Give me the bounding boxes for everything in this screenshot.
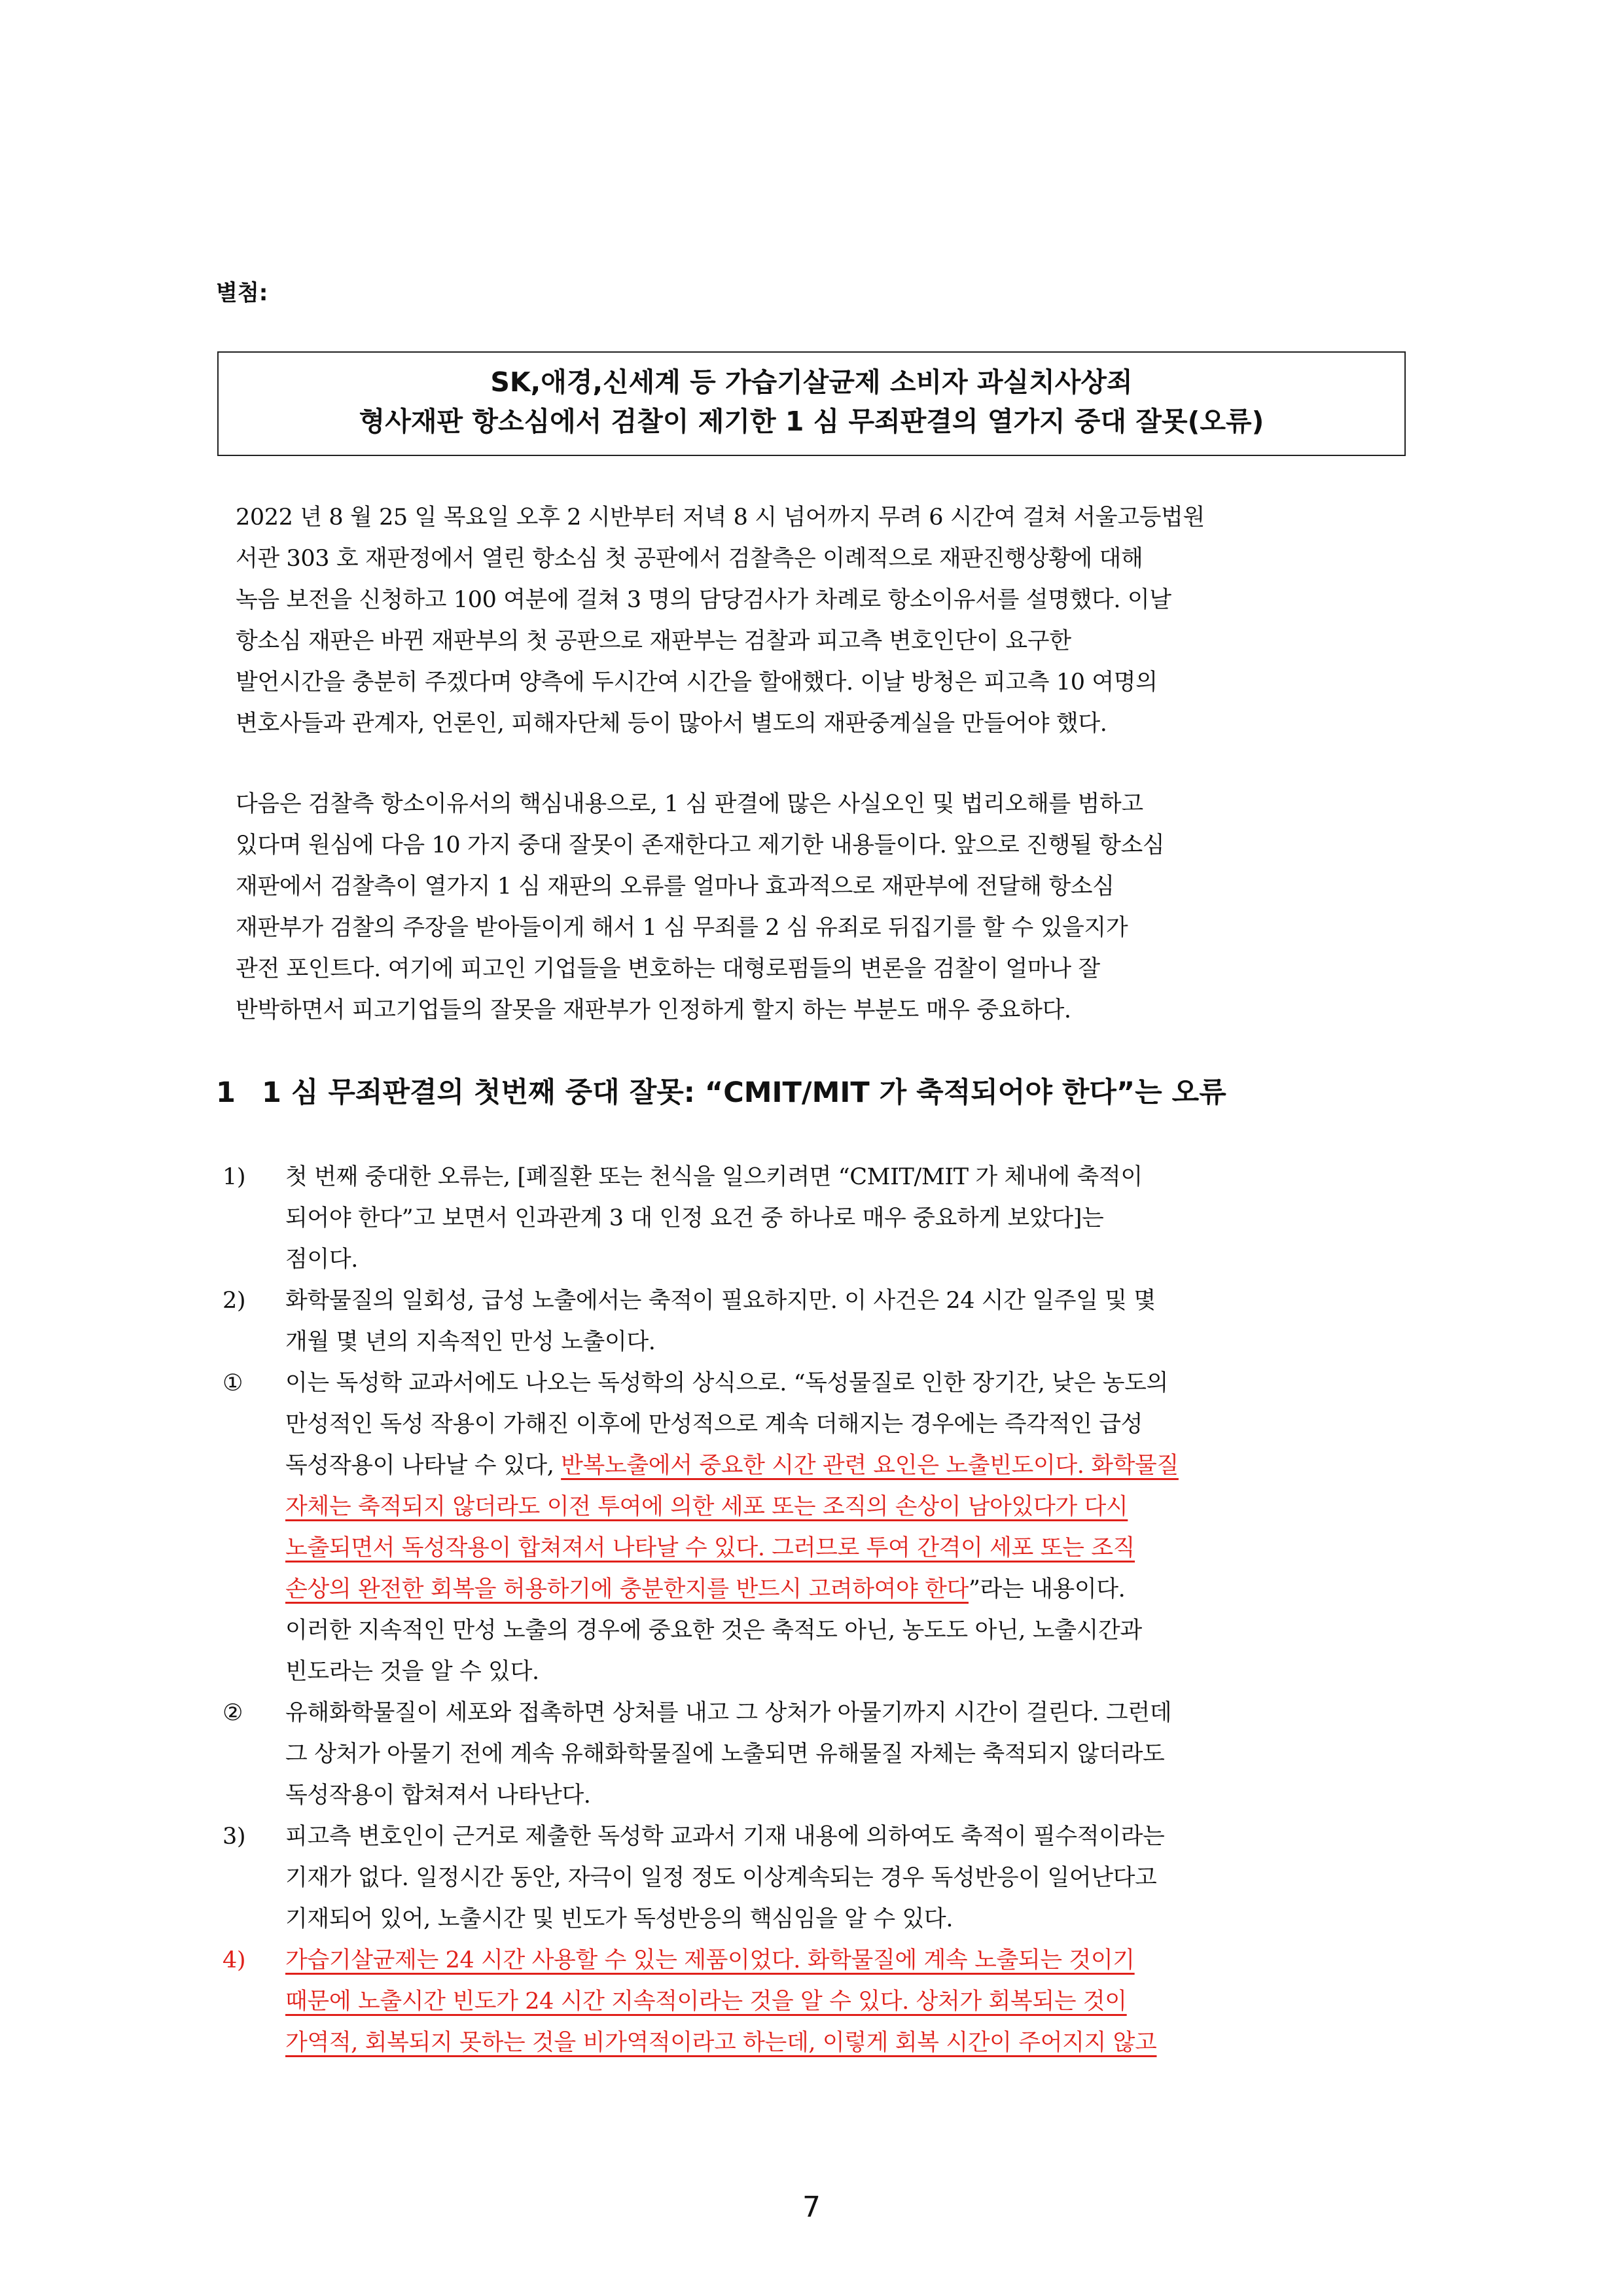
highlighted-text: 자체는 축적되지 않더라도 이전 투여에 의한 세포 또는 조직의 손상이 남아있다가 다시: [285, 1494, 1128, 1520]
text-line: 서관 303 호 재판정에서 열린 항소심 첫 공판에서 검찰측은 이례적으로 재판진행상황에 대해: [236, 546, 1143, 572]
item-marker: ①: [223, 1370, 243, 1396]
text-line: 첫 번째 중대한 오류는, [폐질환 또는 천식을 일으키려면 “CMIT/MIT 가 체내에 축적이: [285, 1164, 1143, 1190]
item-marker: 4): [223, 1947, 246, 1973]
highlighted-text: 손상의 완전한 회복을 허용하기에 충분한지를 반드시 고려하여야 한다: [285, 1576, 969, 1602]
highlighted-text: 가역적, 회복되지 못하는 것을 비가역적이라고 하는데, 이렇게 회복 시간이 주어지지 않고: [285, 2030, 1157, 2056]
item-marker: ②: [223, 1700, 243, 1726]
title-line-1: SK,애경,신세계 등 가습기살균제 소비자 과실치사상죄: [490, 366, 1133, 398]
text-line: 되어야 한다”고 보면서 인과관계 3 대 인정 요건 중 하나로 매우 중요하게 보았다]는: [285, 1205, 1104, 1231]
text-line: 항소심 재판은 바뀐 재판부의 첫 공판으로 재판부는 검찰과 피고측 변호인단이 요구한: [236, 628, 1071, 654]
list-item: [223, 1363, 1400, 1693]
text-line: 기재되어 있어, 노출시간 및 빈도가 독성반응의 핵심임을 알 수 있다.: [285, 1906, 954, 1932]
highlighted-text: 노출되면서 독성작용이 합쳐져서 나타날 수 있다. 그러므로 투여 간격이 세포 또는 조직: [285, 1535, 1135, 1561]
text-line: [285, 2022, 1400, 2064]
list-item: [223, 1280, 1400, 1363]
highlighted-text: 반복노출에서 중요한 시간 관련 요인은 노출빈도이다. 화학물질: [561, 1453, 1179, 1479]
text-line: 재판부가 검찰의 주장을 받아들이게 해서 1 심 무죄를 2 심 유죄로 뒤집기를 할 수 있을지가: [236, 915, 1128, 941]
title-box: [217, 351, 1406, 456]
text-line: 2022 년 8 월 25 일 목요일 오후 2 시반부터 저녁 8 시 넘어까지 무려 6 시간여 걸쳐 서울고등법원: [236, 504, 1205, 531]
text-line: 이는 독성학 교과서에도 나오는 독성학의 상식으로. “독성물질로 인한 장기간, 낮은 농도의: [285, 1370, 1168, 1396]
attachment-label: 별첨:: [216, 280, 268, 306]
plain-text: ”라는 내용이다.: [968, 1576, 1126, 1602]
title-line-2: 형사재판 항소심에서 검찰이 제기한 1 심 무죄판결의 열가지 중대 잘못(오류): [359, 406, 1264, 437]
list-item: [223, 1816, 1400, 1940]
text-line: [285, 1487, 1400, 1528]
item-marker: 3): [223, 1824, 246, 1850]
text-line: [285, 1940, 1400, 1981]
intro-paragraph: [236, 497, 1387, 745]
text-line: [285, 1528, 1400, 1569]
text-line: 다음은 검찰측 항소이유서의 핵심내용으로, 1 심 판결에 많은 사실오인 및 법리오해를 범하고: [236, 791, 1143, 817]
text-line: 피고측 변호인이 근거로 제출한 독성학 교과서 기재 내용에 의하여도 축적이 필수적이라는: [285, 1824, 1165, 1850]
item-list: [223, 1157, 1400, 2064]
list-item: [223, 1157, 1400, 1280]
section-heading: [216, 1070, 1226, 1110]
text-line: 독성작용이 합쳐져서 나타난다.: [285, 1782, 591, 1809]
page-number: 7: [802, 2191, 821, 2224]
text-line: 개월 몇 년의 지속적인 만성 노출이다.: [285, 1329, 656, 1355]
text-line: 변호사들과 관계자, 언론인, 피해자단체 등이 많아서 별도의 재판중계실을 만들어야 했다.: [236, 711, 1107, 737]
text-line: 재판에서 검찰측이 열가지 1 심 재판의 오류를 얼마나 효과적으로 재판부에 전달해 항소심: [236, 874, 1115, 900]
text-line: [285, 1445, 1400, 1487]
text-line: 화학물질의 일회성, 급성 노출에서는 축적이 필요하지만. 이 사건은 24 시간 일주일 및 몇: [285, 1288, 1156, 1314]
plain-text: 독성작용이 나타날 수 있다,: [285, 1453, 562, 1479]
text-line: 있다며 원심에 다음 10 가지 중대 잘못이 존재한다고 제기한 내용들이다. 앞으로 진행될 항소심: [236, 832, 1165, 858]
text-line: 유해화학물질이 세포와 접촉하면 상처를 내고 그 상처가 아물기까지 시간이 걸린다. 그런데: [285, 1700, 1172, 1726]
text-line: 점이다.: [285, 1246, 358, 1273]
highlighted-text: 가습기살균제는 24 시간 사용할 수 있는 제품이었다. 화학물질에 계속 노출되는 것이기: [285, 1947, 1135, 1973]
list-item: [223, 1940, 1400, 2064]
item-marker: 1): [223, 1164, 246, 1190]
section-title: 1 심 무죄판결의 첫번째 중대 잘못: “CMIT/MIT 가 축적되어야 한다”는 오류: [262, 1076, 1226, 1109]
highlighted-text: 때문에 노출시간 빈도가 24 시간 지속적이라는 것을 알 수 있다. 상처가 회복되는 것이: [285, 1988, 1127, 2015]
text-line: [285, 1981, 1400, 2022]
list-item: [223, 1693, 1400, 1816]
text-line: 이러한 지속적인 만성 노출의 경우에 중요한 것은 축적도 아닌, 농도도 아닌, 노출시간과: [285, 1617, 1142, 1644]
summary-paragraph: [236, 784, 1387, 1031]
section-number: 1: [216, 1076, 236, 1109]
text-line: 빈도라는 것을 알 수 있다.: [285, 1659, 539, 1685]
text-line: 관전 포인트다. 여기에 피고인 기업들을 변호하는 대형로펌들의 변론을 검찰이 얼마나 잘: [236, 956, 1100, 982]
text-line: [285, 1569, 1400, 1610]
text-line: 녹음 보전을 신청하고 100 여분에 걸쳐 3 명의 담당검사가 차례로 항소이유서를 설명했다. 이날: [236, 587, 1171, 613]
text-line: 반박하면서 피고기업들의 잘못을 재판부가 인정하게 할지 하는 부분도 매우 중요하다.: [236, 997, 1071, 1023]
text-line: 만성적인 독성 작용이 가해진 이후에 만성적으로 계속 더해지는 경우에는 즉각적인 급성: [285, 1411, 1143, 1438]
text-line: 기재가 없다. 일정시간 동안, 자극이 일정 정도 이상계속되는 경우 독성반응이 일어난다고: [285, 1865, 1157, 1891]
item-marker: 2): [223, 1288, 246, 1314]
text-line: 그 상처가 아물기 전에 계속 유해화학물질에 노출되면 유해물질 자체는 축적되지 않더라도: [285, 1741, 1165, 1767]
text-line: 발언시간을 충분히 주겠다며 양측에 두시간여 시간을 할애했다. 이날 방청은 피고측 10 여명의: [236, 669, 1158, 696]
